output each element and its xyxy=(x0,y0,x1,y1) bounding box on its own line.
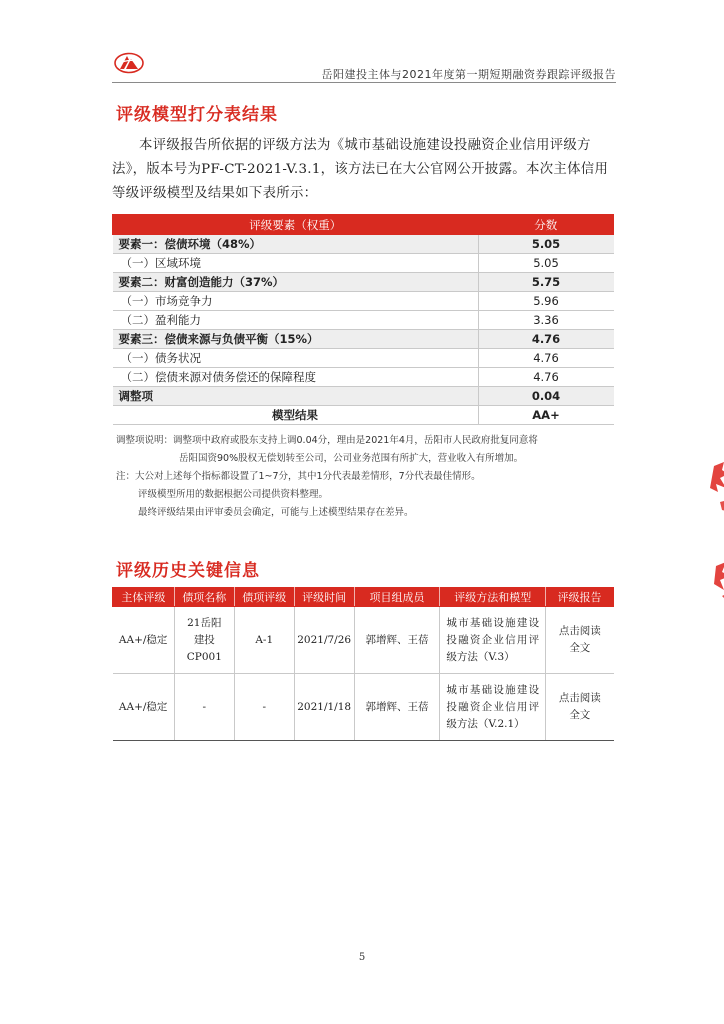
table-row xyxy=(113,368,614,387)
element-score: 5.05 xyxy=(478,254,614,273)
element-label: （一）市场竞争力 xyxy=(113,292,479,311)
table-row xyxy=(113,607,614,674)
column-header-report: 评级报告 xyxy=(546,588,614,607)
score-table xyxy=(112,214,614,425)
header-divider xyxy=(112,82,616,83)
bond-rating-cell: - xyxy=(234,674,294,741)
table-row xyxy=(113,235,614,254)
method-cell: 城市基础设施建设投融资企业信用评级方法（V.3） xyxy=(440,607,546,674)
element-score: 0.04 xyxy=(478,387,614,406)
adjustment-note-line: 岳阳国资90%股权无偿划转至公司，公司业务范围有所扩大，营业收入有所增加。 xyxy=(179,453,524,464)
element-score: 3.36 xyxy=(478,311,614,330)
element-label: （一）债务状况 xyxy=(113,349,479,368)
element-score: 5.05 xyxy=(478,235,614,254)
section-title-model: 评级模型打分表结果 xyxy=(116,105,278,125)
entity-rating-cell: AA+/稳定 xyxy=(113,674,175,741)
rating-date-cell: 2021/7/26 xyxy=(294,607,354,674)
column-header-bond-rating: 债项评级 xyxy=(234,588,294,607)
dagong-logo-icon xyxy=(114,52,144,74)
table-row xyxy=(113,387,614,406)
element-label: 要素二：财富创造能力（37%） xyxy=(113,273,479,292)
element-score: 4.76 xyxy=(478,349,614,368)
column-header-team-members: 项目组成员 xyxy=(354,588,440,607)
element-score: 5.96 xyxy=(478,292,614,311)
team-members-cell: 郭增辉、王蓓 xyxy=(354,607,440,674)
table-row xyxy=(113,273,614,292)
column-header-bond-name: 债项名称 xyxy=(174,588,234,607)
section-title-history: 评级历史关键信息 xyxy=(116,561,260,581)
table-row-model-result xyxy=(113,406,614,425)
element-label: 要素一：偿债环境（48%） xyxy=(113,235,479,254)
table-notes xyxy=(116,432,616,522)
history-table-header xyxy=(113,588,614,607)
bond-rating-cell: A-1 xyxy=(234,607,294,674)
red-seal-stamp-icon xyxy=(700,458,724,608)
bond-name-cell: - xyxy=(174,674,234,741)
element-label: （一）区域环境 xyxy=(113,254,479,273)
report-link[interactable]: 点击阅读全文 xyxy=(546,674,614,741)
column-header-score: 分数 xyxy=(478,215,614,235)
bond-name-cell: 21岳阳建投CP001 xyxy=(174,607,234,674)
table-row xyxy=(113,311,614,330)
column-header-rating-date: 评级时间 xyxy=(294,588,354,607)
entity-rating-cell: AA+/稳定 xyxy=(113,607,175,674)
table-row xyxy=(113,330,614,349)
footnote-line: 注：大公对上述每个指标都设置了1~7分，其中1分代表最差情形，7分代表最佳情形。 xyxy=(116,471,481,482)
element-score: 4.76 xyxy=(478,368,614,387)
table-row xyxy=(113,674,614,741)
rating-date-cell: 2021/1/18 xyxy=(294,674,354,741)
header-title: 岳阳建投主体与2021年度第一期短期融资券跟踪评级报告 xyxy=(321,68,616,81)
column-header-element: 评级要素（权重） xyxy=(113,215,479,235)
rating-history-table xyxy=(112,587,614,741)
column-header-entity-rating: 主体评级 xyxy=(113,588,175,607)
element-label: （二）盈利能力 xyxy=(113,311,479,330)
element-score: 5.75 xyxy=(478,273,614,292)
report-link[interactable]: 点击阅读全文 xyxy=(546,607,614,674)
table-row xyxy=(113,254,614,273)
method-cell: 城市基础设施建设投融资企业信用评级方法（V.2.1） xyxy=(440,674,546,741)
team-members-cell: 郭增辉、王蓓 xyxy=(354,674,440,741)
element-label: 调整项 xyxy=(113,387,479,406)
table-row xyxy=(113,349,614,368)
element-score: AA+ xyxy=(478,406,614,425)
element-label: （二）偿债来源对债务偿还的保障程度 xyxy=(113,368,479,387)
score-table-header xyxy=(113,215,614,235)
element-score: 4.76 xyxy=(478,330,614,349)
element-label: 模型结果 xyxy=(113,406,479,425)
footnote-line: 最终评级结果由评审委员会确定，可能与上述模型结果存在差异。 xyxy=(138,507,414,518)
table-row xyxy=(113,292,614,311)
element-label: 要素三：偿债来源与负债平衡（15%） xyxy=(113,330,479,349)
footnote-line: 评级模型所用的数据根据公司提供资料整理。 xyxy=(138,489,329,500)
adjustment-note-line: 调整项说明：调整项中政府或股东支持上调0.04分，理由是2021年4月，岳阳市人民政府批复同意将 xyxy=(116,435,538,446)
page-number: 5 xyxy=(358,952,366,963)
method-paragraph: 本评级报告所依据的评级方法为《城市基础设施建设投融资企业信用评级方法》，版本号为PF-CT-2021-V.3.1，该方法已在大公官网公开披露。本次主体信用等级评级模型及结果如下表所示： xyxy=(112,138,609,201)
column-header-method: 评级方法和模型 xyxy=(440,588,546,607)
